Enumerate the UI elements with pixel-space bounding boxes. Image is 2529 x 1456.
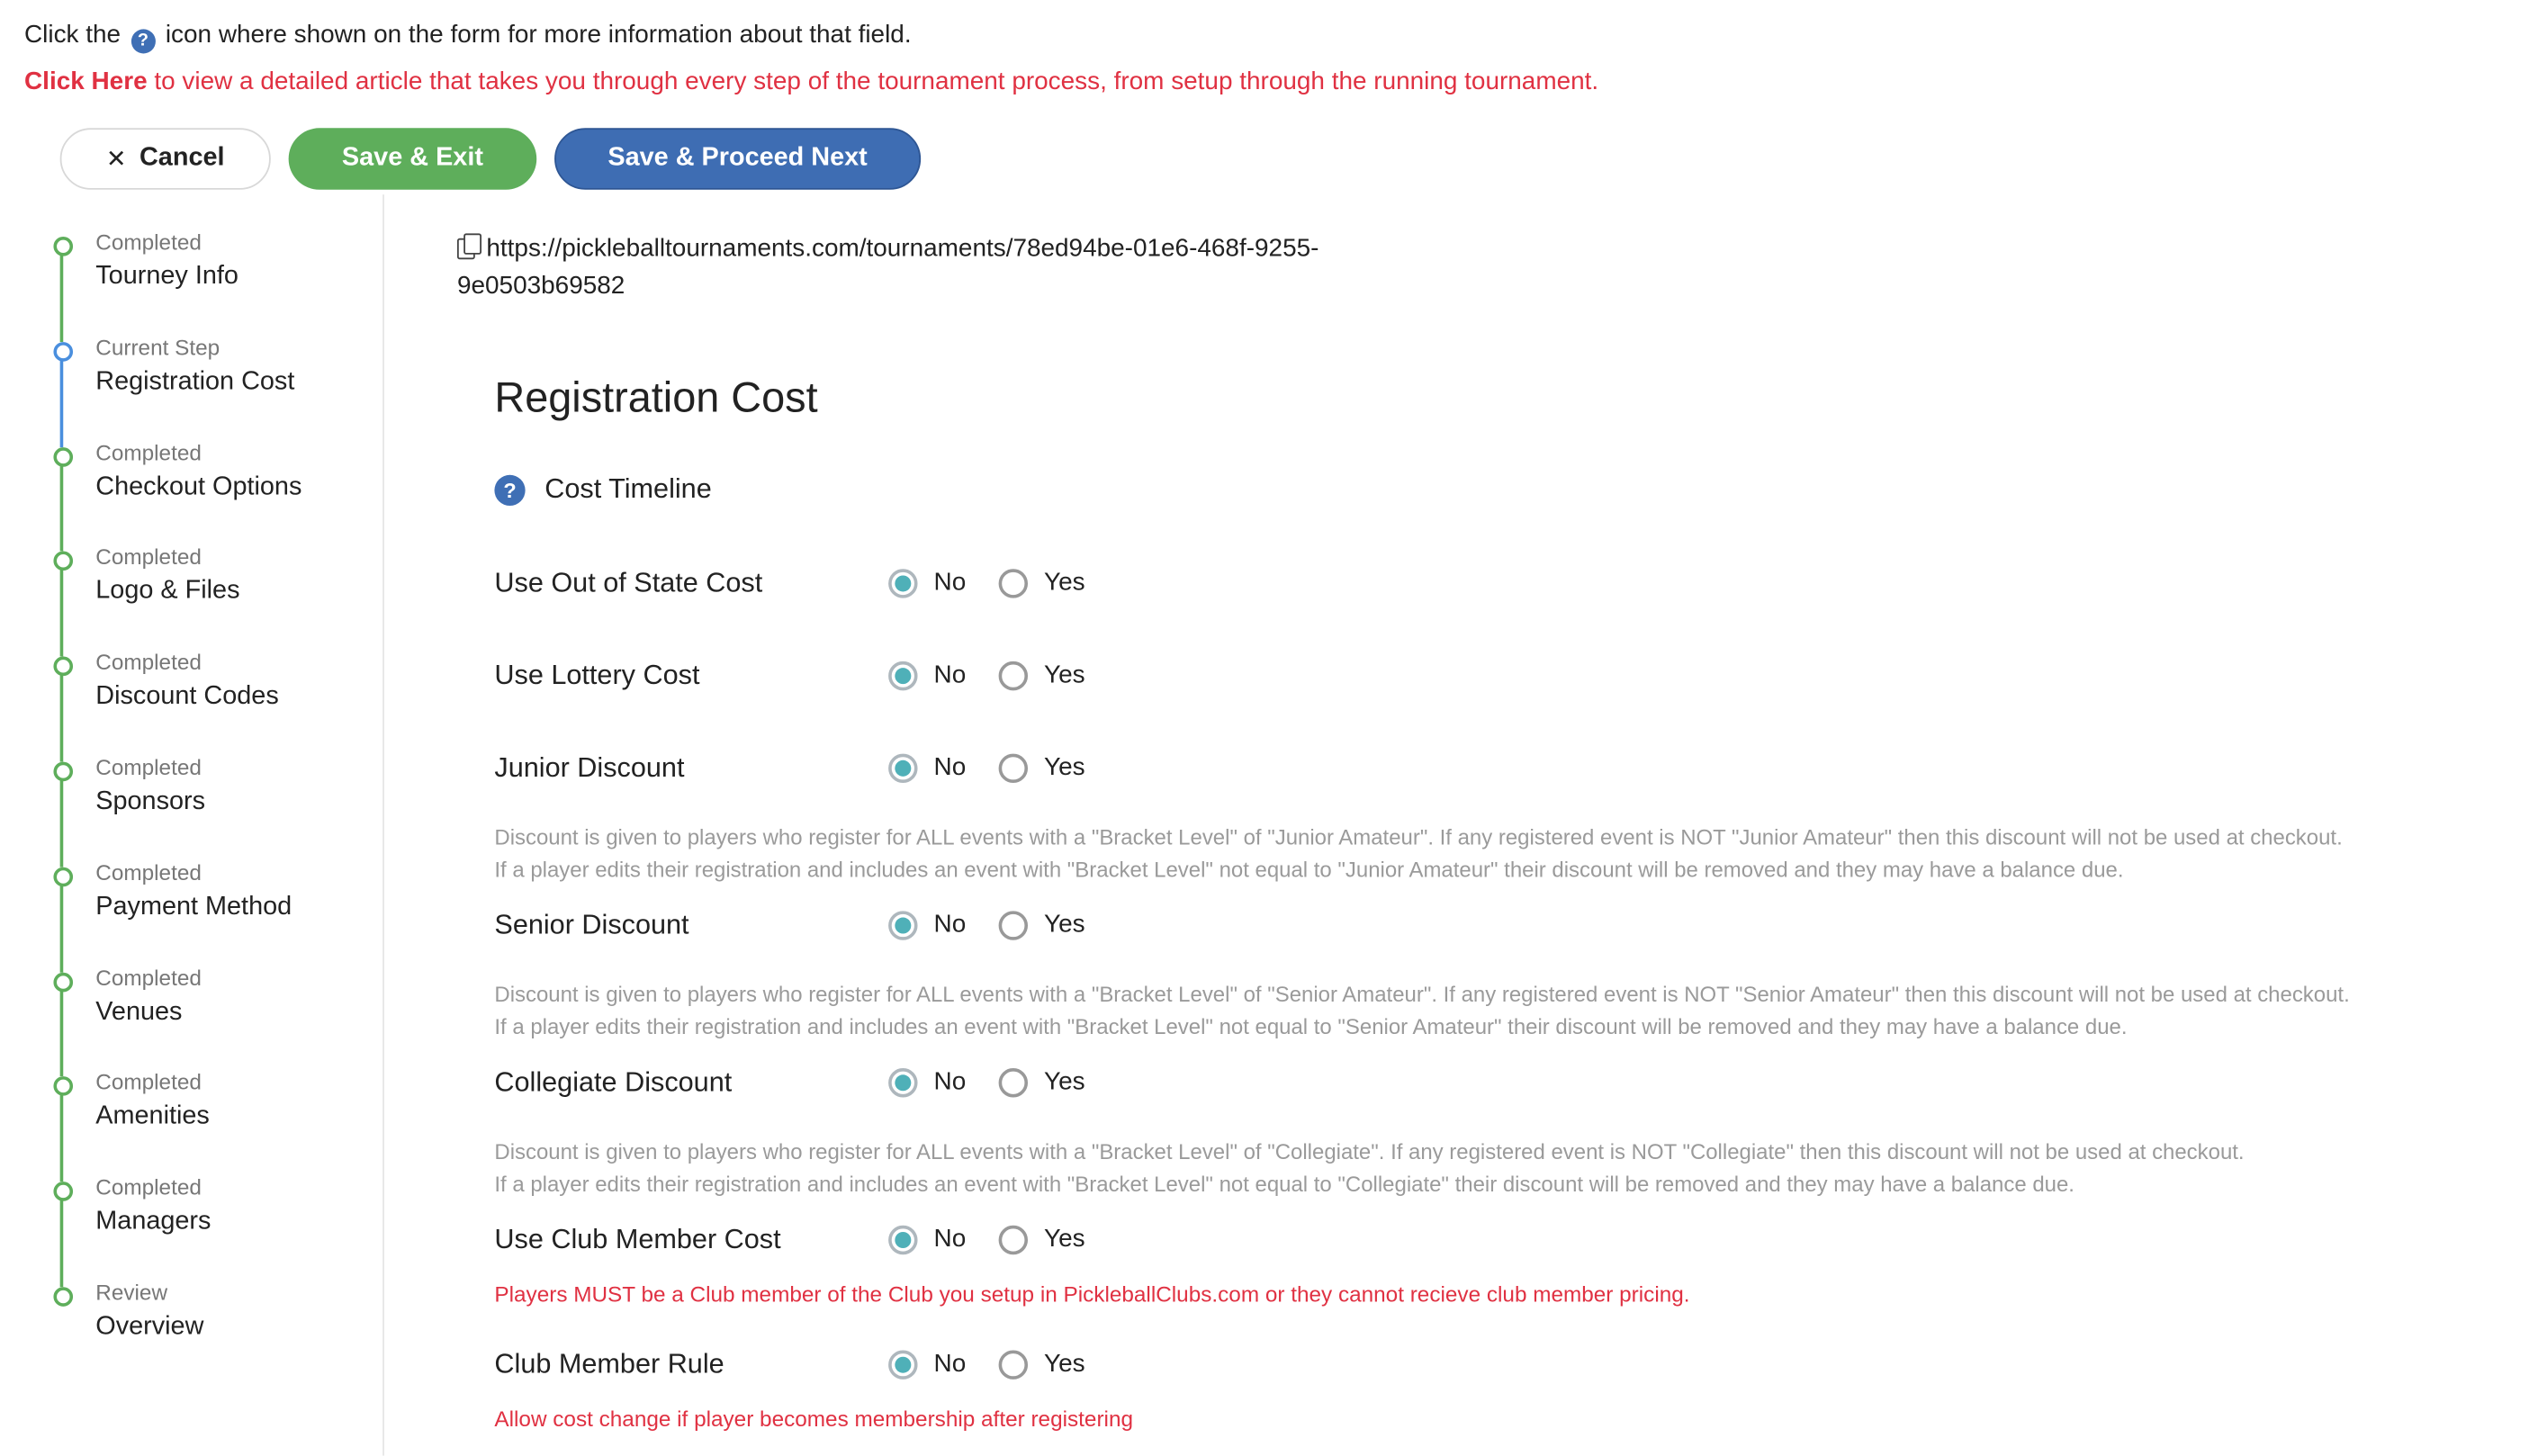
- step-label: Venues: [95, 997, 183, 1026]
- radio-label: No: [933, 661, 967, 689]
- radio-label: Yes: [1044, 661, 1085, 689]
- radio-dot: [895, 918, 911, 934]
- radio-dot: [895, 1074, 911, 1091]
- step-status: Current Step: [95, 335, 220, 360]
- step-label: Discount Codes: [95, 682, 279, 711]
- senior-discount-help-text: [494, 979, 2349, 1044]
- help-line: If a player edits their registration and includes an event with "Bracket Level" not equal to "Collegiate" their discount will be removed and they may have a balance due.: [494, 1172, 2074, 1197]
- cost-timeline-toggle[interactable]: [494, 473, 711, 506]
- radio-circle: [999, 754, 1028, 783]
- step-status-dot: [53, 1182, 73, 1201]
- step-status: Review: [95, 1281, 168, 1306]
- step-status-dot: [53, 657, 73, 677]
- help-line: Discount is given to players who register for ALL events with a "Bracket Level" of "Junior Amateur". If any registered event is NOT "Junior Amateur" then this discount will not be used at checkout.: [494, 824, 2343, 849]
- radio-dot: [895, 668, 911, 684]
- help-icon: ?: [494, 474, 525, 505]
- intro-text-before: Click the: [24, 21, 122, 49]
- radio-circle: [888, 661, 917, 690]
- intro-text-after: icon where shown on the form for more information about that field.: [165, 21, 912, 49]
- step-status-dot: [53, 1077, 73, 1097]
- sidebar-step-registration-cost[interactable]: [50, 336, 374, 417]
- step-status: Completed: [95, 440, 202, 465]
- step-status-dot: [53, 446, 73, 466]
- click-here-link[interactable]: Click Here: [24, 67, 148, 96]
- step-status-dot: [53, 972, 73, 992]
- radio-dot: [895, 575, 911, 591]
- step-label: Overview: [95, 1313, 204, 1341]
- cancel-button-label: Cancel: [139, 144, 225, 172]
- step-status-dot: [53, 762, 73, 782]
- collegiate-discount-yes-radio[interactable]: [999, 1068, 1085, 1097]
- tournament-url-line1: https://pickleballtournaments.com/tournaments/78ed94be-01e6-468f-9255-: [486, 235, 1319, 263]
- step-status: Completed: [95, 229, 202, 255]
- radio-circle: [888, 911, 917, 939]
- sidebar-step-payment-method[interactable]: [50, 860, 374, 941]
- copy-icon[interactable]: [457, 233, 480, 259]
- use-out-of-state-cost-no-radio[interactable]: [888, 569, 966, 598]
- help-line: Discount is given to players who register for ALL events with a "Bracket Level" of "Collegiate". If any registered event is NOT "Collegiate" then this discount will not be used at checkout.: [494, 1139, 2245, 1164]
- radio-label: Yes: [1044, 753, 1085, 782]
- sidebar-step-amenities[interactable]: [50, 1071, 374, 1152]
- step-label: Managers: [95, 1208, 212, 1236]
- radio-dot: [895, 1357, 911, 1373]
- use-lottery-cost-yes-radio[interactable]: [999, 661, 1085, 690]
- junior-discount-label: Junior Discount: [494, 751, 685, 784]
- sidebar-divider: [382, 194, 384, 1455]
- help-line: If a player edits their registration and includes an event with "Bracket Level" not equal to "Senior Amateur" their discount will be removed and they may have a balance due.: [494, 1014, 2128, 1039]
- cost-timeline-label: Cost Timeline: [544, 472, 712, 505]
- radio-label: No: [933, 911, 967, 939]
- step-label: Amenities: [95, 1102, 210, 1131]
- radio-circle: [999, 1226, 1028, 1254]
- step-status: Completed: [95, 755, 202, 780]
- step-label: Payment Method: [95, 893, 292, 921]
- radio-label: Yes: [1044, 569, 1085, 597]
- use-club-member-cost-warning: Players MUST be a Club member of the Club you setup in PickleballClubs.com or they cannot recieve club member pricing.: [494, 1281, 1690, 1307]
- junior-discount-yes-radio[interactable]: [999, 754, 1085, 783]
- radio-circle: [888, 1068, 917, 1097]
- step-label: Logo & Files: [95, 577, 240, 606]
- save-exit-button[interactable]: Save & Exit: [289, 128, 537, 189]
- senior-discount-label: Senior Discount: [494, 909, 689, 940]
- sidebar-step-venues[interactable]: [50, 966, 374, 1047]
- collegiate-discount-no-radio[interactable]: [888, 1068, 966, 1097]
- radio-label: No: [933, 1068, 967, 1096]
- radio-label: Yes: [1044, 911, 1085, 939]
- article-link-description: to view a detailed article that takes you through every step of the tournament process, from setup through the running tournament.: [154, 67, 1599, 96]
- step-label: Checkout Options: [95, 472, 302, 500]
- use-out-of-state-cost-label: Use Out of State Cost: [494, 567, 763, 598]
- intro-info-line: [24, 21, 912, 53]
- step-status-dot: [53, 867, 73, 886]
- help-line: Discount is given to players who register for ALL events with a "Bracket Level" of "Senior Amateur". If any registered event is NOT "Senior Amateur" then this discount will not be used at checkout.: [494, 982, 2350, 1007]
- use-lottery-cost-label: Use Lottery Cost: [494, 660, 700, 691]
- junior-discount-no-radio[interactable]: [888, 754, 966, 783]
- radio-circle: [999, 1350, 1028, 1379]
- sidebar-step-logo-files[interactable]: [50, 545, 374, 626]
- club-member-rule-yes-radio[interactable]: [999, 1350, 1085, 1379]
- step-status: Completed: [95, 1070, 202, 1095]
- step-status: Completed: [95, 965, 202, 990]
- step-status-dot: [53, 342, 73, 362]
- step-status: Completed: [95, 860, 202, 885]
- sidebar-step-overview[interactable]: [50, 1281, 374, 1362]
- help-line: If a player edits their registration and includes an event with "Bracket Level" not equal to "Junior Amateur" their discount will be removed and they may have a balance due.: [494, 857, 2124, 882]
- sidebar-step-tourney-info[interactable]: [50, 230, 374, 311]
- radio-circle: [999, 1068, 1028, 1097]
- club-member-rule-no-radio[interactable]: [888, 1350, 966, 1379]
- radio-dot: [895, 1232, 911, 1248]
- save-proceed-next-button[interactable]: Save & Proceed Next: [554, 128, 921, 189]
- junior-discount-help-text: [494, 822, 2342, 886]
- radio-label: Yes: [1044, 1068, 1085, 1096]
- step-status: Completed: [95, 650, 202, 675]
- tournament-url: [457, 230, 1430, 305]
- page-title: Registration Cost: [494, 373, 818, 422]
- radio-label: Yes: [1044, 1225, 1085, 1254]
- radio-circle: [999, 911, 1028, 939]
- use-out-of-state-cost-yes-radio[interactable]: [999, 569, 1085, 598]
- radio-circle: [888, 1350, 917, 1379]
- sidebar-step-sponsors[interactable]: [50, 755, 374, 836]
- use-club-member-cost-label: Use Club Member Cost: [494, 1223, 781, 1255]
- collegiate-discount-label: Collegiate Discount: [494, 1066, 733, 1098]
- step-label: Tourney Info: [95, 262, 238, 291]
- radio-circle: [999, 569, 1028, 598]
- article-link-line: [24, 68, 1598, 97]
- radio-circle: [888, 754, 917, 783]
- radio-circle: [888, 1226, 917, 1254]
- tournament-url-line2: 9e0503b69582: [456, 272, 626, 301]
- step-status-dot: [53, 552, 73, 571]
- club-member-rule-label: Club Member Rule: [494, 1348, 724, 1380]
- radio-circle: [888, 569, 917, 598]
- radio-circle: [999, 661, 1028, 690]
- use-lottery-cost-no-radio[interactable]: [888, 661, 966, 690]
- sidebar-step-checkout-options[interactable]: [50, 440, 374, 521]
- step-status: Completed: [95, 1175, 202, 1200]
- radio-label: No: [933, 753, 967, 782]
- step-status-dot: [53, 1287, 73, 1307]
- sidebar-step-discount-codes[interactable]: [50, 651, 374, 732]
- use-club-member-cost-yes-radio[interactable]: [999, 1226, 1085, 1254]
- collegiate-discount-help-text: [494, 1137, 2244, 1201]
- radio-label: No: [933, 569, 967, 597]
- radio-dot: [895, 760, 911, 777]
- senior-discount-yes-radio[interactable]: [999, 911, 1085, 939]
- cancel-button[interactable]: [60, 128, 271, 189]
- step-status-dot: [53, 237, 73, 256]
- close-icon: ✕: [105, 146, 127, 174]
- radio-label: No: [933, 1350, 967, 1379]
- step-status: Completed: [95, 544, 202, 570]
- club-member-rule-warning: Allow cost change if player becomes membership after registering: [494, 1407, 1133, 1432]
- radio-label: No: [933, 1225, 967, 1254]
- radio-label: Yes: [1044, 1350, 1085, 1379]
- use-club-member-cost-no-radio[interactable]: [888, 1226, 966, 1254]
- step-label: Sponsors: [95, 787, 206, 816]
- sidebar-step-managers[interactable]: [50, 1175, 374, 1256]
- help-icon: ?: [130, 29, 155, 53]
- step-label: Registration Cost: [95, 367, 295, 396]
- senior-discount-no-radio[interactable]: [888, 911, 966, 939]
